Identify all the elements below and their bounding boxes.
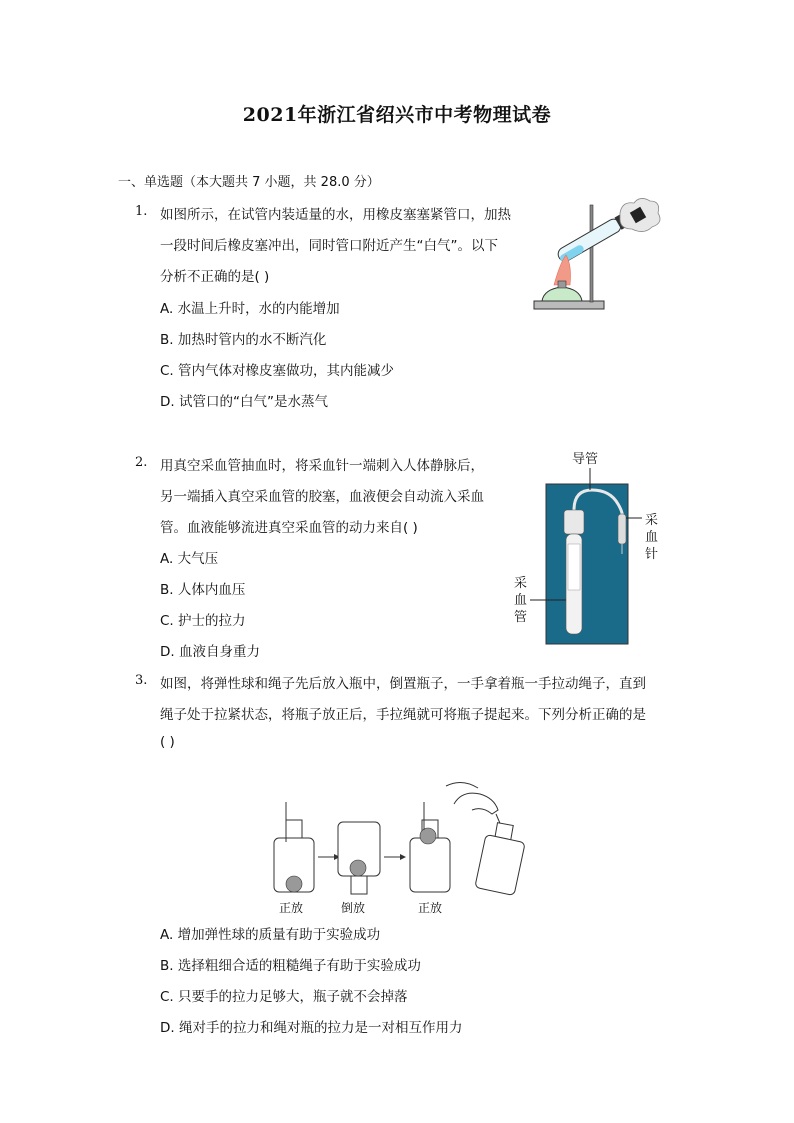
question-text-line: 管。血液能够流进真空采血管的动力来自( ): [160, 520, 418, 536]
option-a: A. 增加弹性球的质量有助于实验成功: [160, 927, 381, 943]
option-d: D. 绳对手的拉力和绳对瓶的拉力是一对相互作用力: [160, 1020, 463, 1036]
label-inverted: 倒放: [341, 901, 366, 915]
option-c: C. 护士的拉力: [160, 613, 246, 629]
question-text-line: 如图，将弹性球和绳子先后放入瓶中，倒置瓶子，一手拿着瓶一手拉动绳子，直到: [160, 676, 646, 692]
blood-collection-figure: [530, 468, 642, 646]
section-heading: 一、单选题（本大题共 7 小题，共 28.0 分）: [118, 175, 380, 190]
question-text-line: 分析不正确的是( ): [160, 269, 270, 285]
question-number: 3.: [135, 673, 148, 688]
question-text-line: 如图所示，在试管内装适量的水，用橡皮塞塞紧管口，加热: [160, 207, 511, 223]
question-text-line: 绳子处于拉紧状态，将瓶子放正后，手拉绳就可将瓶子提起来。下列分析正确的是: [160, 707, 646, 723]
question-text-line: 另一端插入真空采血管的胶塞，血液便会自动流入采血: [160, 489, 484, 505]
label-needle: 采 血 针: [645, 513, 659, 562]
label-upright-2: 正放: [418, 901, 443, 915]
option-d: D. 试管口的“白气”是水蒸气: [160, 394, 328, 410]
option-a: A. 水温上升时，水的内能增加: [160, 301, 340, 317]
option-c: C. 只要手的拉力足够大，瓶子就不会掉落: [160, 989, 408, 1005]
page-title: 2021年浙江省绍兴市中考物理试卷: [242, 104, 552, 126]
question-text-line: ( ): [160, 734, 175, 750]
question-text-line: 一段时间后橡皮塞冲出，同时管口附近产生“白气”。以下: [160, 238, 498, 254]
test-tube-heating-figure: [528, 193, 664, 317]
label-upright-1: 正放: [279, 901, 304, 915]
question-number: 2.: [135, 455, 148, 470]
option-a: A. 大气压: [160, 551, 219, 567]
option-d: D. 血液自身重力: [160, 644, 260, 660]
question-text-line: 用真空采血管抽血时，将采血针一端刺入人体静脉后，: [160, 458, 484, 474]
question-number: 1.: [135, 204, 148, 219]
label-tube: 导管: [572, 452, 599, 467]
bottle-rope-figure: [266, 780, 536, 900]
option-c: C. 管内气体对橡皮塞做功，其内能减少: [160, 363, 395, 379]
option-b: B. 选择粗细合适的粗糙绳子有助于实验成功: [160, 958, 421, 974]
option-b: B. 加热时管内的水不断汽化: [160, 332, 327, 348]
option-b: B. 人体内血压: [160, 582, 246, 598]
label-collector: 采 血 管: [514, 576, 528, 625]
